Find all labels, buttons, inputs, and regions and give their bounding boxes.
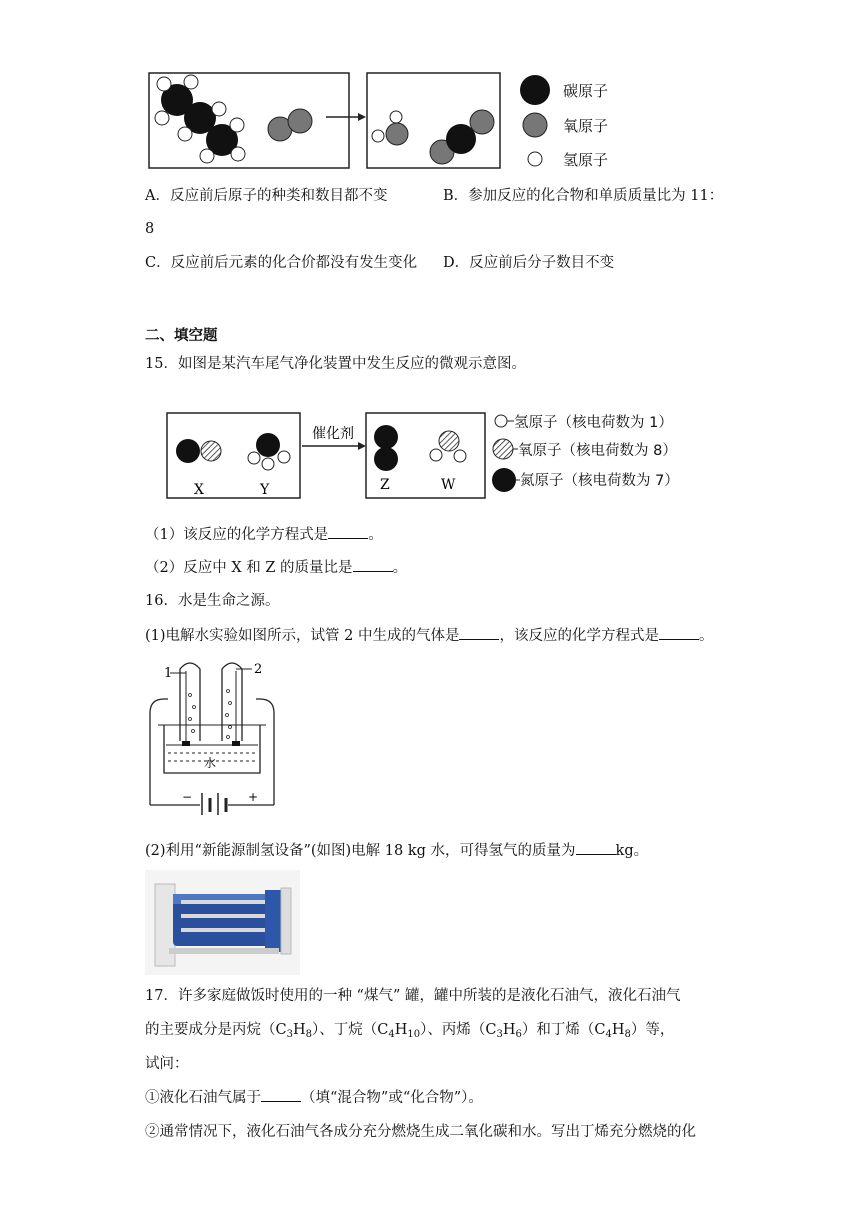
- legend-hydrogen: 氢原子: [563, 151, 609, 169]
- q16-sub1: (1)电解水实验如图所示，试管 2 中生成的气体是 ，该反应的化学方程式是 。: [145, 625, 713, 646]
- option-b-continued: 8: [145, 221, 155, 237]
- minus-label: −: [182, 790, 193, 804]
- label-x: X: [194, 482, 204, 498]
- q17-q2: ②通常情况下，液化石油气各成分充分燃烧生成二氧化碳和水。写出丁烯充分燃烧的化: [145, 1124, 696, 1140]
- plus-label: +: [248, 790, 259, 804]
- tube-2-label: 2: [254, 662, 263, 677]
- answer-blank[interactable]: [328, 524, 368, 539]
- legend-oxygen: 氧原子: [563, 117, 609, 135]
- q15-sub1: （1）该反应的化学方程式是 。: [145, 524, 383, 545]
- option-a: A．反应前后原子的种类和数目都不变: [145, 188, 388, 204]
- hydrogen-device-image: [145, 870, 300, 975]
- option-c: C．反应前后元素的化合价都没有发生变化: [145, 255, 418, 271]
- label-w: W: [441, 477, 456, 493]
- tube-1-label: 1: [164, 666, 173, 681]
- legend-oxygen-15: 氧原子（核电荷数为 8）: [518, 443, 677, 459]
- q15-sub2: （2）反应中 X 和 Z 的质量比是 。: [145, 557, 407, 578]
- option-b: B．参加反应的化合物和单质质量比为 11：: [443, 188, 724, 204]
- q17-q1: ①液化石油气属于 （填“混合物”或“化合物”）。: [145, 1087, 483, 1108]
- label-y: Y: [260, 482, 270, 498]
- q16-sub2: (2)利用“新能源制氢设备”(如图)电解 18 kg 水，可得氢气的质量为 kg。: [145, 840, 648, 861]
- catalyst-label: 催化剂: [312, 426, 354, 442]
- electrolysis-figure: [140, 655, 290, 815]
- legend-carbon: 碳原子: [563, 82, 609, 100]
- legend-nitrogen-15: 氮原子（核电荷数为 7）: [520, 473, 679, 489]
- answer-blank[interactable]: [576, 840, 616, 855]
- label-z: Z: [380, 477, 390, 493]
- q17-line1: 17．许多家庭做饭时使用的一种 “煤气” 罐，罐中所装的是液化石油气，液化石油气: [145, 988, 681, 1004]
- answer-blank[interactable]: [459, 625, 499, 640]
- answer-blank[interactable]: [659, 625, 699, 640]
- answer-blank[interactable]: [261, 1087, 301, 1102]
- q15-stem: 15．如图是某汽车尾气净化装置中发生反应的微观示意图。: [145, 356, 526, 372]
- q16-stem: 16．水是生命之源。: [145, 593, 280, 609]
- section-title: 二、填空题: [145, 327, 218, 344]
- legend-hydrogen-15: 氢原子（核电荷数为 1）: [514, 415, 673, 431]
- option-d: D．反应前后分子数目不变: [443, 255, 615, 271]
- answer-blank[interactable]: [353, 557, 393, 572]
- q14-reaction-figure: [140, 66, 630, 176]
- q17-line2: 的主要成分是丙烷$(C_3H_8)$、丁烷$(C_4H_{10})$、丙烯$(C_3H_6)$和丁烯$(C_4H_8)$等，: [145, 1022, 675, 1040]
- water-label: 水: [204, 756, 217, 770]
- q17-line3: 试问：: [145, 1056, 189, 1072]
